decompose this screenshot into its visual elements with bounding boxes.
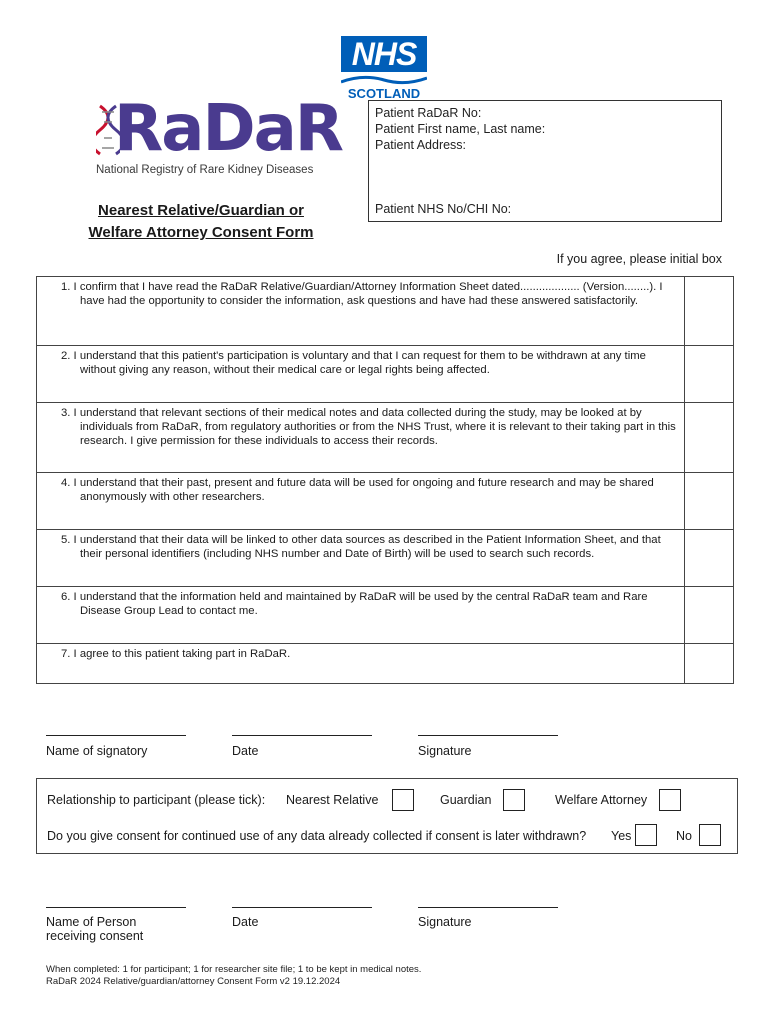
statement-row bbox=[37, 587, 734, 644]
initial-box[interactable] bbox=[685, 530, 734, 587]
patient-nhs-no-label: Patient NHS No/CHI No: bbox=[375, 202, 512, 216]
no-label: No bbox=[676, 829, 692, 843]
statement-row bbox=[37, 403, 734, 473]
guardian-checkbox[interactable] bbox=[503, 789, 525, 811]
yes-checkbox[interactable] bbox=[635, 824, 657, 846]
footer-line-1: When completed: 1 for participant; 1 for researcher site file; 1 to be kept in medical notes. bbox=[46, 964, 422, 975]
statement-text: 5. I understand that their data will be linked to other data sources as described in the Patient Information Sheet, and that their personal identifiers (including NHS number and Date of Birth) will be used to search such records. bbox=[61, 534, 661, 560]
radar-subtitle: National Registry of Rare Kidney Diseases bbox=[96, 164, 314, 176]
statement-row bbox=[37, 473, 734, 530]
initial-box[interactable] bbox=[685, 346, 734, 403]
consent-statements-table bbox=[36, 276, 734, 684]
receiver-name-label-line-1: Name of Person bbox=[46, 915, 137, 929]
radar-wordmark: RaDaR bbox=[114, 92, 343, 166]
statement-row bbox=[37, 277, 734, 346]
receiver-date-label: Date bbox=[232, 915, 259, 929]
initial-box[interactable] bbox=[685, 277, 734, 346]
statement-text: 4. I understand that their past, present and future data will be used for ongoing and future research and may be shared anonymously with other researchers. bbox=[61, 477, 654, 503]
patient-details-box[interactable] bbox=[368, 100, 722, 222]
relationship-box bbox=[36, 778, 738, 854]
signatory-signature-line[interactable] bbox=[418, 735, 558, 736]
receiver-name-label-line-2: receiving consent bbox=[46, 929, 144, 943]
initial-box[interactable] bbox=[685, 473, 734, 530]
signatory-date-line[interactable] bbox=[232, 735, 372, 736]
receiver-signature-line[interactable] bbox=[418, 907, 558, 908]
statement-text: 2. I understand that this patient's participation is voluntary and that I can request for them to be withdrawn at any time without giving any reason, without their medical care or legal rights being affected. bbox=[61, 350, 646, 376]
receiver-date-line[interactable] bbox=[232, 907, 372, 908]
relationship-prompt: Relationship to participant (please tick): bbox=[47, 793, 266, 807]
patient-radar-no-label: Patient RaDaR No: bbox=[375, 106, 482, 120]
signatory-name-line[interactable] bbox=[46, 735, 186, 736]
statement-row bbox=[37, 644, 734, 684]
nhs-wave-icon bbox=[341, 74, 427, 86]
yes-label: Yes bbox=[611, 829, 632, 843]
form-title bbox=[56, 200, 346, 244]
option-welfare-attorney-label: Welfare Attorney bbox=[555, 793, 648, 807]
radar-logo bbox=[96, 92, 346, 182]
initial-box[interactable] bbox=[685, 587, 734, 644]
option-guardian-label: Guardian bbox=[440, 793, 492, 807]
welfare-attorney-checkbox[interactable] bbox=[659, 789, 681, 811]
patient-address-label: Patient Address: bbox=[375, 138, 467, 152]
statement-text: 3. I understand that relevant sections of their medical notes and data collected during the study, may be looked at by individuals from RaDaR, from regulatory authorities or from the NHS Trust, where it is relevant to their taking part in this research. I give permission for these individuals to access their records. bbox=[61, 407, 676, 447]
nhs-logo: NHS bbox=[341, 36, 427, 72]
signatory-name-label: Name of signatory bbox=[46, 744, 148, 758]
form-title-line-1: Nearest Relative/Guardian or bbox=[98, 202, 304, 219]
signatory-signature-label: Signature bbox=[418, 744, 472, 758]
statement-text: 1. I confirm that I have read the RaDaR Relative/Guardian/Attorney Information Sheet dated................... (Version........). I have had the opportunity to consider the information, ask questions and have had these answered satisfactorily. bbox=[61, 281, 663, 307]
form-title-line-2: Welfare Attorney Consent Form bbox=[88, 224, 314, 241]
continued-use-question: Do you give consent for continued use of any data already collected if consent is later withdrawn? bbox=[47, 829, 587, 843]
option-nearest-relative-label: Nearest Relative bbox=[286, 793, 379, 807]
receiver-name-line[interactable] bbox=[46, 907, 186, 908]
initial-box-instruction: If you agree, please initial box bbox=[556, 252, 722, 266]
patient-name-label: Patient First name, Last name: bbox=[375, 122, 546, 136]
statement-row bbox=[37, 530, 734, 587]
signatory-date-label: Date bbox=[232, 744, 259, 758]
statement-text: 7. I agree to this patient taking part in RaDaR. bbox=[61, 648, 291, 660]
footer-line-2: RaDaR 2024 Relative/guardian/attorney Consent Form v2 19.12.2024 bbox=[46, 976, 341, 987]
footer-note bbox=[46, 964, 421, 988]
nhs-region-label: SCOTLAND bbox=[347, 86, 421, 101]
statement-row bbox=[37, 346, 734, 403]
receiver-name-label bbox=[46, 915, 143, 943]
initial-box[interactable] bbox=[685, 403, 734, 473]
receiver-signature-label: Signature bbox=[418, 915, 472, 929]
no-checkbox[interactable] bbox=[699, 824, 721, 846]
initial-box[interactable] bbox=[685, 644, 734, 684]
nearest-relative-checkbox[interactable] bbox=[392, 789, 414, 811]
statement-text: 6. I understand that the information held and maintained by RaDaR will be used by the central RaDaR team and Rare Disease Group Lead to contact me. bbox=[61, 591, 648, 617]
